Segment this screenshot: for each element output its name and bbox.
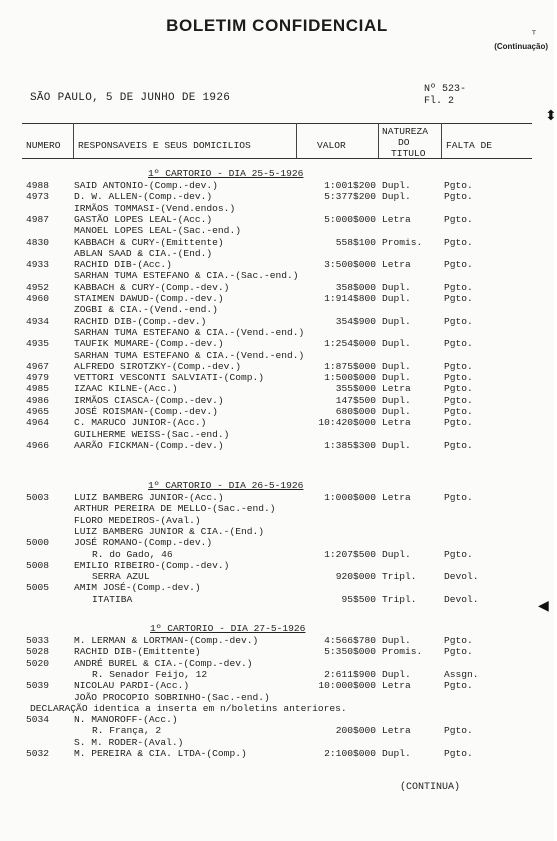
entry-value: 95$500 — [341, 593, 376, 605]
entry-responsible: SARHAN TUMA ESTEFANO & CIA.-(Vend.-end.) — [74, 326, 305, 338]
entry-value: 10:000$000 — [318, 680, 376, 692]
entry-nature: Promis. — [382, 236, 423, 248]
entry-number: 4973 — [26, 191, 50, 203]
entry-number: 5003 — [26, 492, 50, 503]
column-divider — [296, 123, 297, 158]
entry-value: 1:875$000 — [324, 360, 376, 372]
entry-reason: Assgn. — [444, 668, 479, 680]
margin-arrow-icon: ⬍ — [545, 108, 557, 124]
entry-nature: Letra — [382, 259, 411, 271]
entry-reason: Pgto. — [444, 191, 473, 203]
entry-responsible: IZAAC KILNE-(Acc.) — [74, 383, 178, 395]
entry-value: 4:566$780 — [324, 635, 376, 646]
entry-number: 5005 — [26, 582, 50, 594]
entry-nature: Dupl. — [382, 394, 411, 406]
entry-responsible: FLORO MEDEIROS-(Aval.) — [74, 514, 201, 526]
entry-responsible: N. MANOROFF-(Acc.) — [74, 714, 178, 726]
entry-number: 4986 — [26, 394, 50, 406]
entry-responsible: M. PEREIRA & CIA. LTDA-(Comp.) — [74, 748, 247, 759]
entry-responsible: LUIZ BAMBERG JUNIOR & CIA.-(End.) — [74, 525, 264, 537]
entry-reason: Pgto. — [444, 548, 473, 560]
entry-reason: Pgto. — [444, 338, 473, 350]
entry-value: 1:914$800 — [324, 293, 376, 304]
entry-nature: Dupl. — [382, 315, 411, 327]
entry-nature: Tripl. — [382, 593, 417, 605]
entry-number: 4934 — [26, 315, 50, 327]
entry-value: 1:254$000 — [324, 338, 376, 350]
section-heading: 1º CARTORIO - DIA 25-5-1926 — [148, 168, 304, 179]
entry-value: 10:420$000 — [318, 417, 376, 429]
entry-number: 4967 — [26, 360, 50, 372]
entry-responsible: SARHAN TUMA ESTEFANO & CIA.-(Sac.-end.) — [74, 270, 299, 282]
column-header-natureza-titulo: TITULO — [391, 148, 426, 159]
entry-number: 4988 — [26, 180, 50, 191]
entry-nature: Dupl. — [382, 372, 411, 384]
entry-nature: Dupl. — [382, 748, 411, 759]
entry-responsible: R. França, 2 — [92, 725, 162, 737]
entry-responsible: M. LERMAN & LORTMAN-(Comp.-dev.) — [74, 635, 259, 646]
entry-nature: Dupl. — [382, 406, 411, 417]
entry-nature: Dupl. — [382, 548, 411, 560]
entry-value: 354$900 — [335, 315, 376, 327]
entry-responsible: KABBACH & CURY-(Comp.-dev.) — [74, 281, 230, 293]
entry-responsible: IRMÃOS CIASCA-(Comp.-dev.) — [74, 394, 224, 406]
entry-nature: Dupl. — [382, 668, 411, 680]
entry-reason: Pgto. — [444, 360, 473, 372]
column-header-natureza: NATUREZA — [382, 126, 429, 137]
entry-value: 5:000$000 — [324, 213, 376, 225]
entry-responsible: ITATIBA — [92, 593, 133, 605]
entry-responsible: ZOGBI & CIA.-(Vend.-end.) — [74, 304, 218, 316]
entry-reason: Pgto. — [444, 315, 473, 327]
entry-responsible: IRMÃOS TOMMASI-(Vend.endos.) — [74, 202, 236, 214]
section-heading: 1º CARTORIO - DIA 26-5-1926 — [148, 480, 304, 491]
entry-value: 1:207$500 — [324, 548, 376, 560]
entry-number: 5028 — [26, 646, 50, 658]
entry-value: 3:500$000 — [324, 259, 376, 271]
entry-nature: Letra — [382, 492, 411, 503]
entry-responsible: KABBACH & CURY-(Emittente) — [74, 236, 224, 248]
entry-nature: Dupl. — [382, 281, 411, 293]
entry-responsible: SERRA AZUL — [92, 571, 150, 583]
entry-number: 4960 — [26, 293, 50, 304]
entry-value: 2:611$900 — [324, 668, 376, 680]
column-header-natureza-do: DO — [398, 137, 410, 148]
entry-value: 558$100 — [335, 236, 376, 248]
entry-responsible: ABLAN SAAD & CIA.-(End.) — [74, 247, 213, 259]
corner-mark-icon: ᵀ — [532, 30, 536, 41]
entry-reason: Pgto. — [444, 680, 473, 692]
bulletin-number: Nº 523- — [424, 84, 467, 95]
entry-responsible: SARHAN TUMA ESTEFANO & CIA.-(Vend.-end.) — [74, 349, 305, 361]
entry-reason: Pgto. — [444, 383, 473, 395]
column-header-numero: NUMERO — [26, 140, 61, 151]
entry-value: 1:000$000 — [324, 492, 376, 503]
entry-number: 4830 — [26, 236, 50, 248]
column-divider — [378, 123, 379, 158]
entry-responsible: ANDRÉ BUREL & CIA.-(Comp.-dev.) — [74, 657, 253, 669]
entry-reason: Devol. — [444, 571, 479, 583]
entry-value: 5:377$200 — [324, 191, 376, 203]
entry-responsible: TAUFIK MUMARE-(Comp.-dev.) — [74, 338, 224, 350]
entry-reason: Pgto. — [444, 213, 473, 225]
entry-number: 5039 — [26, 680, 50, 692]
entry-reason: Pgto. — [444, 236, 473, 248]
entry-responsible: ALFREDO SIROTZKY-(Comp.-dev.) — [74, 360, 241, 372]
entry-responsible: STAIMEN DAWUD-(Comp.-dev.) — [74, 293, 224, 304]
entry-responsible: AARÃO FICKMAN-(Comp.-dev.) — [74, 439, 224, 451]
entry-responsible: S. M. RODER-(Aval.) — [74, 736, 184, 748]
entry-value: 1:500$000 — [324, 372, 376, 384]
entry-reason: Devol. — [444, 593, 479, 605]
entry-reason: Pgto. — [444, 293, 473, 304]
entry-value: 358$000 — [335, 281, 376, 293]
entry-number: 4965 — [26, 406, 50, 417]
entry-reason: Pgto. — [444, 281, 473, 293]
entry-reason: Pgto. — [444, 417, 473, 429]
entry-responsible: JOSÉ ROMANO-(Comp.-dev.) — [74, 537, 213, 549]
entry-reason: Pgto. — [444, 646, 473, 658]
entry-reason: Pgto. — [444, 394, 473, 406]
entry-value: 2:100$000 — [324, 748, 376, 759]
entry-responsible: AMIM JOSÉ-(Comp.-dev.) — [74, 582, 201, 594]
entry-number: 5000 — [26, 537, 50, 549]
entry-reason: Pgto. — [444, 635, 473, 646]
bulletin-number-block — [424, 84, 466, 108]
column-divider — [73, 123, 74, 158]
entry-number: 4985 — [26, 383, 50, 395]
section-heading: 1º CARTORIO - DIA 27-5-1926 — [150, 623, 306, 634]
entry-responsible: NICOLAU PARDI-(Acc.) — [74, 680, 190, 692]
entry-number: 4964 — [26, 417, 50, 429]
entry-responsible: RACHID DIB-(Emittente) — [74, 646, 201, 658]
sheet-number: Fl. 2 — [424, 96, 455, 107]
entry-nature: Promis. — [382, 646, 423, 658]
entry-nature: Letra — [382, 383, 411, 395]
continuation-note-bottom: (CONTINUA) — [400, 782, 461, 793]
entry-responsible: SAID ANTONIO-(Comp.-dev.) — [74, 180, 218, 191]
entry-number: 4987 — [26, 213, 50, 225]
entry-value: 147$500 — [335, 394, 376, 406]
column-header-falta: FALTA DE — [446, 140, 493, 151]
entry-reason: Pgto. — [444, 372, 473, 384]
entry-responsible: LUIZ BAMBERG JUNIOR-(Acc.) — [74, 492, 224, 503]
header-top-rule — [22, 123, 532, 124]
entry-responsible: JOSÉ ROISMAN-(Comp.-dev.) — [74, 406, 218, 417]
entry-responsible: MANOEL LOPES LEAL-(Sac.-end.) — [74, 225, 241, 237]
entry-number: 4952 — [26, 281, 50, 293]
entry-nature: Dupl. — [382, 180, 411, 191]
entry-nature: Dupl. — [382, 191, 411, 203]
margin-pointer-icon: ◀ — [538, 598, 549, 614]
entry-responsible: R. Senador Feijo, 12 — [92, 668, 208, 680]
entry-value: 200$000 — [335, 725, 376, 737]
entry-value: 680$000 — [335, 406, 376, 417]
entry-responsible: GASTÃO LOPES LEAL-(Acc.) — [74, 213, 213, 225]
entry-nature: Tripl. — [382, 571, 417, 583]
entry-responsible: R. do Gado, 46 — [92, 548, 173, 560]
entry-number: 5020 — [26, 657, 50, 669]
entry-responsible: DECLARAÇÃO identica a inserta em n/boletins anteriores. — [30, 702, 347, 714]
entry-value: 1:001$200 — [324, 180, 376, 191]
entry-responsible: JOÃO PROCOPIO SOBRINHO-(Sac.-end.) — [74, 691, 270, 703]
entry-reason: Pgto. — [444, 439, 473, 451]
entry-number: 5033 — [26, 635, 50, 646]
header-bottom-rule — [22, 158, 532, 159]
entry-value: 1:385$300 — [324, 439, 376, 451]
entry-nature: Dupl. — [382, 635, 411, 646]
entry-nature: Dupl. — [382, 338, 411, 350]
continuation-note-top: (Continuação) — [494, 42, 548, 51]
column-header-responsaveis: RESPONSAVEIS E SEUS DOMICILIOS — [78, 140, 251, 151]
entry-value: 5:350$000 — [324, 646, 376, 658]
column-header-valor: VALOR — [317, 140, 346, 151]
entry-reason: Pgto. — [444, 406, 473, 417]
entry-reason: Pgto. — [444, 492, 473, 503]
entry-nature: Dupl. — [382, 360, 411, 372]
entry-reason: Pgto. — [444, 259, 473, 271]
entry-responsible: RACHID DIB-(Comp.-dev.) — [74, 315, 207, 327]
entry-responsible: GUILHERME WEISS-(Sac.-end.) — [74, 428, 230, 440]
entry-number: 4933 — [26, 259, 50, 271]
entry-responsible: EMILIO RIBEIRO-(Comp.-dev.) — [74, 559, 230, 571]
entry-value: 920$000 — [335, 571, 376, 583]
entry-reason: Pgto. — [444, 725, 473, 737]
column-divider — [441, 123, 442, 158]
place-date: SÃO PAULO, 5 DE JUNHO DE 1926 — [30, 92, 231, 104]
entry-number: 5032 — [26, 748, 50, 759]
entry-nature: Dupl. — [382, 293, 411, 304]
entry-nature: Letra — [382, 417, 411, 429]
entry-nature: Letra — [382, 213, 411, 225]
entry-reason: Pgto. — [444, 748, 473, 759]
entry-reason: Pgto. — [444, 180, 473, 191]
entry-nature: Dupl. — [382, 439, 411, 451]
entry-number: 5008 — [26, 559, 50, 571]
entry-responsible: C. MARUCO JUNIOR-(Acc.) — [74, 417, 207, 429]
entry-responsible: RACHID DIB-(Acc.) — [74, 259, 172, 271]
entry-responsible: VETTORI VESCONTI SALVIATI-(Comp.) — [74, 372, 264, 384]
document-title: BOLETIM CONFIDENCIAL — [166, 16, 388, 35]
entry-number: 5034 — [26, 714, 50, 726]
entry-number: 4935 — [26, 338, 50, 350]
entry-nature: Letra — [382, 725, 411, 737]
entry-responsible: ARTHUR PEREIRA DE MELLO-(Sac.-end.) — [74, 503, 276, 515]
entry-value: 355$000 — [335, 383, 376, 395]
entry-number: 4979 — [26, 372, 50, 384]
entry-responsible: D. W. ALLEN-(Comp.-dev.) — [74, 191, 213, 203]
entry-number: 4966 — [26, 439, 50, 451]
entry-nature: Letra — [382, 680, 411, 692]
